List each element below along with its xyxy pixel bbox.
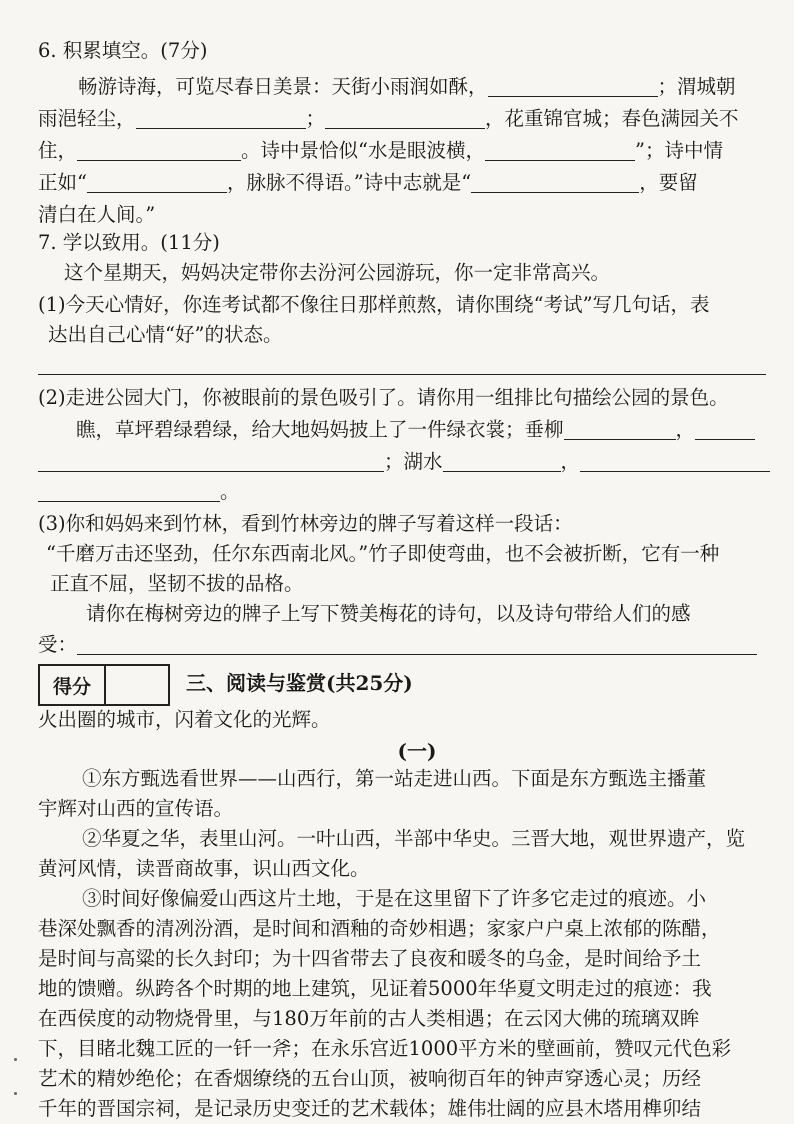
answer-blank[interactable] [38,481,220,502]
scan-speck [14,1058,17,1061]
q6-line-4: 正如“ ，脉脉不得语。”诗中志就是“ ，要留 [38,171,698,194]
reading-p2-line-a: ②华夏之华，表里山河。一叶山西，半部中华史。三晋大地，观世界遗产，览 [82,827,746,850]
score-label: 得分 [40,666,106,704]
reading-p3-line-b: 巷深处飘香的清冽汾酒，是时间和酒釉的奇妙相遇；家家户户桌上浓郁的陈醋， [38,917,721,940]
reading-p3-line-a: ③时间好像偏爱山西这片土地，于是在这里留下了许多它走过的痕迹。小 [82,887,707,910]
answer-blank[interactable] [136,108,306,129]
score-box [38,664,170,706]
q6-line-5: 清白在人间。” [38,203,156,226]
q7-part3-line-a: (3)你和妈妈来到竹林，看到竹林旁边的牌子写着这样一段话： [38,512,573,535]
q7-intro: 这个星期天，妈妈决定带你去汾河公园游玩，你一定非常高兴。 [64,261,611,284]
q7-part2-line-b: 瞧，草坪碧绿碧绿，给大地妈妈披上了一件绿衣裳；垂柳 ， [76,415,766,445]
answer-blank[interactable] [77,634,757,655]
q7-part3-line-b: “千磨万击还坚劲，任尔东西南北风。”竹子即使弯曲，也不会被折断，它有一种 [46,542,720,565]
answer-line[interactable] [38,374,766,375]
q7-part3-line-c: 正直不屈，坚韧不拔的品格。 [50,572,304,595]
q7-part2-line-c: ；湖水 ， [38,447,766,477]
q7-part1-line-b: 达出自己心情“好”的状态。 [48,323,283,346]
reading-intro: 火出圈的城市，闪着文化的光辉。 [38,708,331,731]
scan-speck [14,1092,17,1095]
reading-subtitle: (一) [397,739,437,763]
section-title: 三、阅读与鉴赏(共25分) [186,671,413,695]
q7-part3-line-d: 请你在梅树旁边的牌子上写下赞美梅花的诗句，以及诗句带给人们的感 [86,602,691,625]
reading-p3-line-h: 千年的晋国宗祠，是记录历史变迁的艺术载体；雄伟壮阔的应县木塔用榫卯结 [38,1097,702,1120]
reading-p3-line-g: 艺术的精妙绝伦；在香烟缭绕的五台山顶，被响彻百年的钟声穿透心灵；历经 [38,1067,702,1090]
q6-line-1: 畅游诗海，可览尽春日美景：天街小雨润如酥， ；渭城朝 [78,75,736,98]
answer-blank[interactable] [485,140,635,161]
answer-blank[interactable] [87,172,227,193]
reading-p3-line-d: 地的馈赠。纵跨各个时期的地上建筑，见证着5000年华夏文明走过的痕迹：我 [38,977,712,1000]
score-cell[interactable] [106,666,168,704]
reading-p1-line-a: ①东方甄选看世界——山西行，第一站走进山西。下面是东方甄选主播董 [82,767,707,790]
q6-line-2: 雨浥轻尘， ； ，花重锦官城；春色满园关不 [38,107,739,130]
answer-blank[interactable] [488,76,658,97]
q7-part2-line-d: 。 [38,477,766,507]
reading-p3-line-e: 在西侯度的动物烧骨里，与180万年前的古人类相遇；在云冈大佛的琉璃双眸 [38,1007,700,1030]
q6-line-3: 住， 。诗中景恰似“水是眼波横， ”；诗中情 [38,139,723,162]
reading-p3-line-f: 下，目睹北魏工匠的一钎一斧；在永乐宫近1000平方米的壁画前，赞叹元代色彩 [38,1037,732,1060]
reading-p2-line-b: 黄河风情，读晋商故事，识山西文化。 [38,857,370,880]
answer-blank[interactable] [443,451,561,472]
reading-p1-line-b: 宇辉对山西的宣传语。 [38,797,234,820]
answer-blank[interactable] [77,140,241,161]
reading-p3-line-c: 是时间与高粱的长久封印；为十四省带去了良夜和暖冬的乌金，是时间给予土 [38,947,702,970]
answer-blank[interactable] [325,108,485,129]
q7-part2-line-a: (2)走进公园大门，你被眼前的景色吸引了。请你用一组排比句描绘公园的景色。 [38,386,729,409]
answer-blank[interactable] [564,419,676,440]
q7-part1-line-a: (1)今天心情好，你连考试都不像往日那样煎熬，请你围绕“考试”写几句话，表 [38,293,710,316]
answer-blank[interactable] [38,451,384,472]
answer-blank[interactable] [471,172,639,193]
answer-blank[interactable] [695,419,755,440]
answer-blank[interactable] [580,451,770,472]
q7-part3-line-e: 受： [38,630,766,660]
q6-heading: 6. 积累填空。(7分) [38,39,208,62]
q7-heading: 7. 学以致用。(11分) [38,231,220,254]
